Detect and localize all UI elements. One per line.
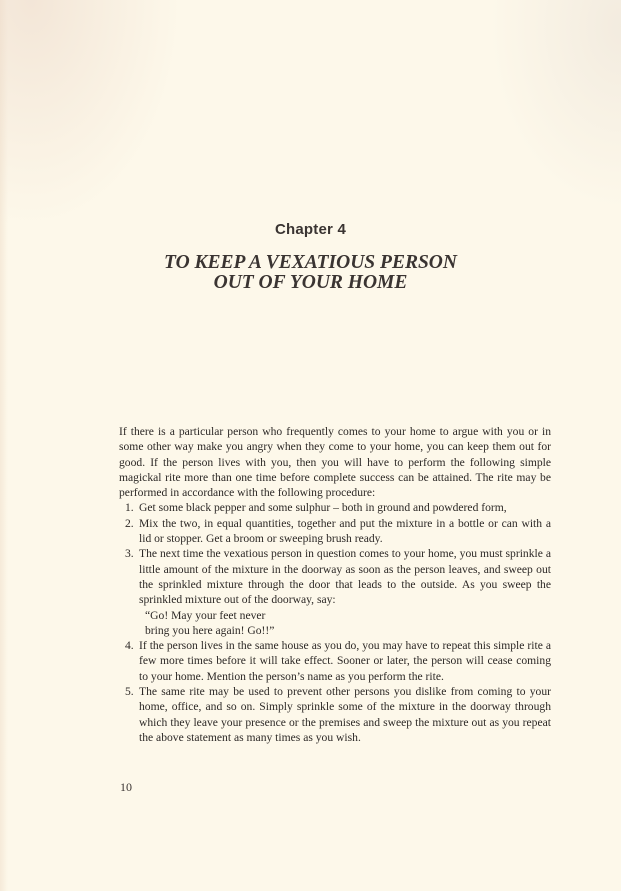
- list-item: [119, 684, 551, 745]
- quote-line-1: “Go! May your feet never: [145, 608, 266, 622]
- body-text: [119, 424, 551, 745]
- list-item-number: 4.: [125, 639, 134, 653]
- list-item-text: Mix the two, in equal quantities, together and put the mixture in a bottle or can with a lid or stopper. Get a broom or sweeping brush ready.: [139, 516, 551, 546]
- page-number: 10: [120, 780, 132, 794]
- chapter-title-line-1: TO KEEP A VEXATIOUS PERSON: [164, 252, 457, 273]
- chapter-title-line-2: OUT OF YOUR HOME: [213, 272, 408, 293]
- list-item: [119, 546, 551, 638]
- chapter-label: Chapter 4: [275, 221, 346, 238]
- intro-paragraph: If there is a particular person who frequently comes to your home to argue with you or in some other way make you angry when they come to your home, you can keep them out for good. If the person lives with you, then you will have to perform the following simple magickal rite more than one time before complete success can be attained. The rite may be performed in accordance with the following procedure:: [119, 425, 551, 500]
- list-item: [119, 516, 551, 547]
- quote-line-2: bring you here again! Go!!”: [145, 623, 275, 637]
- list-item-text: Get some black pepper and some sulphur – both in ground and powdered form,: [139, 501, 507, 515]
- procedure-list: [119, 500, 551, 745]
- list-item: [119, 500, 551, 515]
- list-item: [119, 638, 551, 684]
- incantation-quote: [139, 608, 551, 639]
- list-item-number: 1.: [125, 501, 134, 515]
- list-item-number: 3.: [125, 547, 134, 561]
- list-item-text: The next time the vexatious person in question comes to your home, you must sprinkle a little amount of the mixture in the doorway as soon as the person leaves, and sweep out the sprinkled mixture through the door that leads to the outside. As you sweep the sprinkled mixture out of the doorway, say:: [139, 547, 551, 607]
- list-item-text: If the person lives in the same house as you do, you may have to repeat this simple rite a few more times before it will take effect. Sooner or later, the person will cease coming to your home. Mention the person’s name as you perform the rite.: [139, 639, 551, 683]
- list-item-number: 5.: [125, 685, 134, 699]
- chapter-title: [0, 253, 621, 293]
- list-item-number: 2.: [125, 516, 134, 530]
- list-item-text: The same rite may be used to prevent other persons you dislike from coming to your home, office, and so on. Simply sprinkle some of the mixture in the doorway through which they leave your presence or the premises and sweep the mixture out as you repeat the above statement as many times as you wish.: [139, 685, 551, 744]
